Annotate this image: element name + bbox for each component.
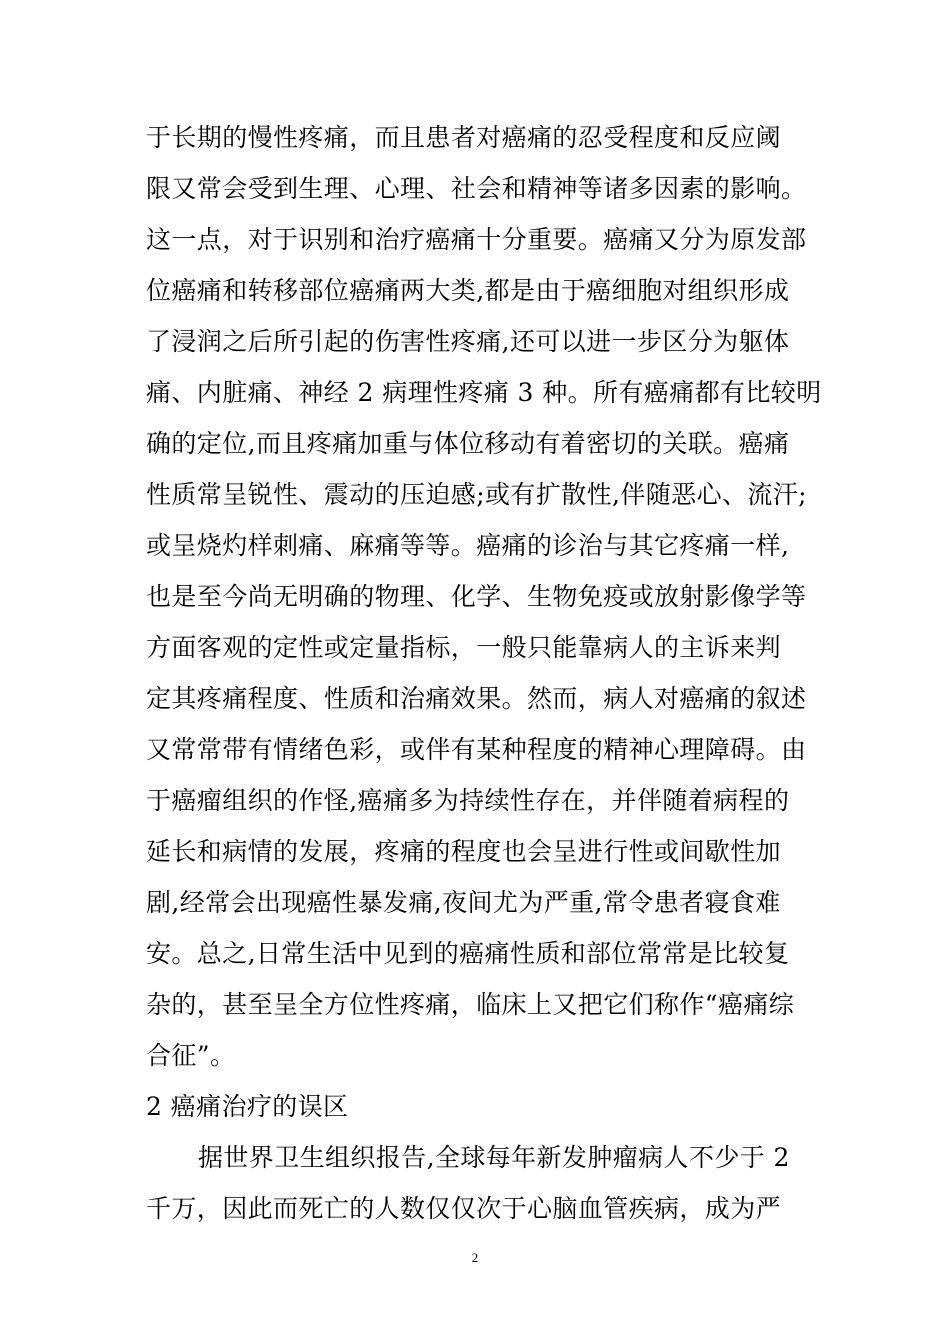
text-line: 剧,经常会出现癌性暴发痛,夜间尤为严重,常令患者寝食难 <box>146 888 781 917</box>
text-line: 定其疼痛程度、性质和治痛效果。然而，病人对癌痛的叙述 <box>146 684 807 713</box>
text-line: 安。总之,日常生活中见到的癌痛性质和部位常常是比较复 <box>146 939 790 968</box>
text-line: 延长和病情的发展，疼痛的程度也会呈进行性或间歇性加 <box>146 837 782 866</box>
text-line: 于癌瘤组织的作怪,癌痛多为持续性存在，并伴随着病程的 <box>146 786 790 815</box>
text-line: 限又常会受到生理、心理、社会和精神等诸多因素的影响。 <box>146 174 807 203</box>
text-line: 据世界卫生组织报告,全球每年新发肿瘤病人不少于 2 <box>198 1143 790 1172</box>
text-line: 千万，因此而死亡的人数仅仅次于心脑血管疾病，成为严 <box>146 1194 782 1223</box>
text-line: 或呈烧灼样刺痛、麻痛等等。癌痛的诊治与其它疼痛一样, <box>146 531 790 560</box>
text-line: 痛、内脏痛、神经 2 病理性疼痛 3 种。所有癌痛都有比较明 <box>146 378 822 407</box>
text-line: 了浸润之后所引起的伤害性疼痛,还可以进一步区分为躯体 <box>146 327 790 356</box>
text-line: 位癌痛和转移部位癌痛两大类,都是由于癌细胞对组织形成 <box>146 276 790 305</box>
section-heading: 2 癌痛治疗的误区 <box>146 1092 349 1121</box>
body-text <box>146 112 822 1234</box>
text-line: 确的定位,而且疼痛加重与体位移动有着密切的关联。癌痛 <box>146 429 790 458</box>
text-line: 这一点，对于识别和治疗癌痛十分重要。癌痛又分为原发部 <box>146 225 807 254</box>
text-line: 于长期的慢性疼痛，而且患者对癌痛的忍受程度和反应阈 <box>146 123 782 152</box>
page-number: 2 <box>471 1250 479 1265</box>
text-line: 也是至今尚无明确的物理、化学、生物免疫或放射影像学等 <box>146 582 807 611</box>
text-line: 性质常呈锐性、震动的压迫感;或有扩散性,伴随恶心、流汗; <box>146 480 807 509</box>
text-line: 杂的，甚至呈全方位性疼痛，临床上又把它们称作“癌痛综 <box>146 990 795 1019</box>
text-line: 方面客观的定性或定量指标，一般只能靠病人的主诉来判 <box>146 633 782 662</box>
text-line: 又常常带有情绪色彩，或伴有某种程度的精神心理障碍。由 <box>146 735 807 764</box>
text-line: 合征”。 <box>146 1041 236 1070</box>
